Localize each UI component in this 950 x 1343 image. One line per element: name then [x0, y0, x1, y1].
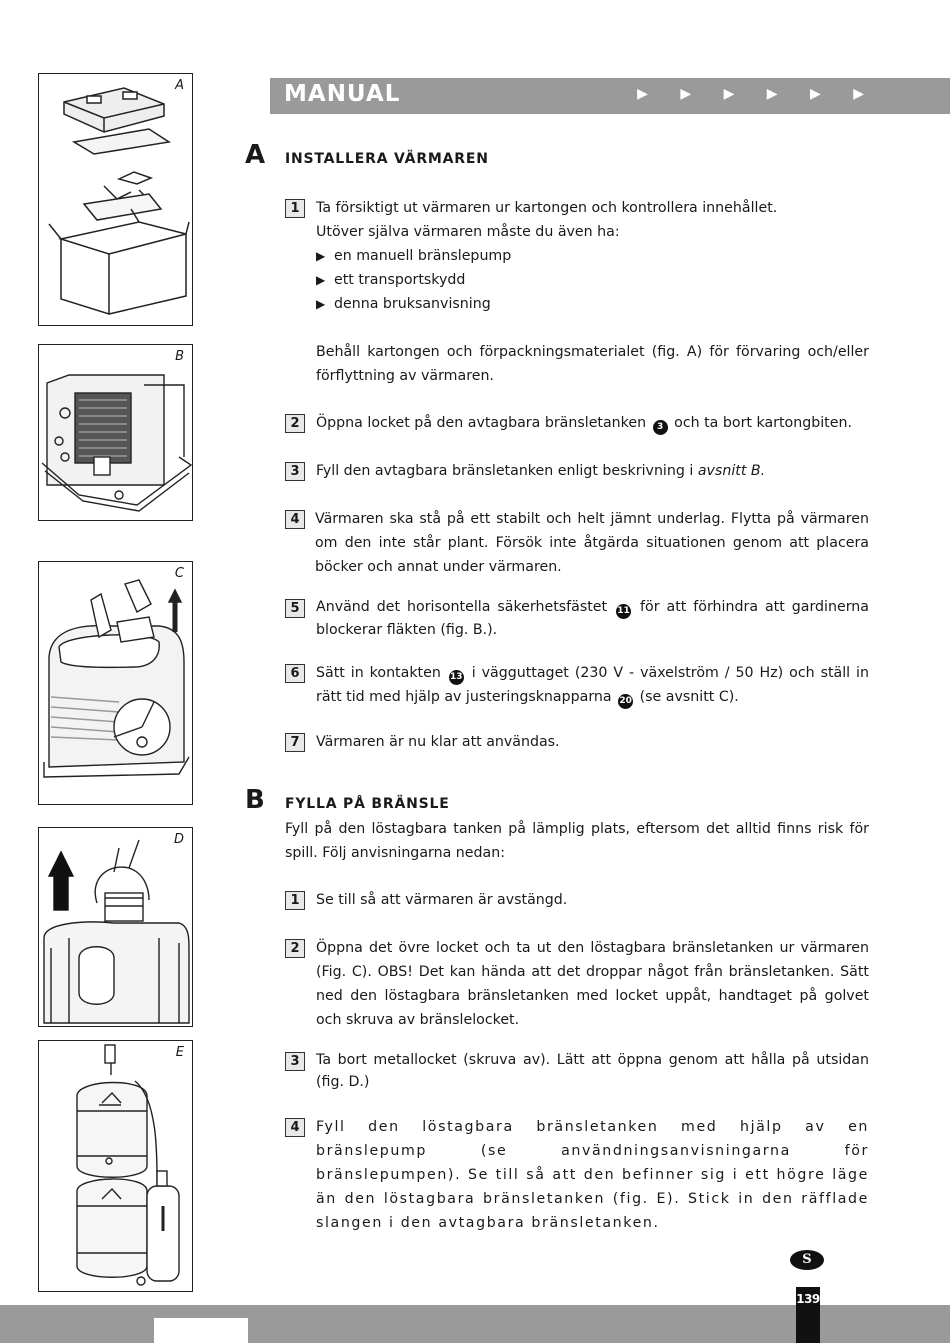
header-banner [270, 78, 950, 114]
figure-c [38, 561, 193, 805]
figure-a-label: A [175, 78, 184, 93]
step-a1-note: Behåll kartongen och förpackningsmaterialet (fig. A) för förvaring och/eller förflyttning av värmaren. [316, 344, 869, 384]
step-b4-body: Fyll den löstagbara bränsletanken med hjälp av en bränslepump (se användningsanvisningarna för bränslepumpen). Se till så att den befinner sig i ett högre läge än den löstagbara bränsletanken (fig. E). Stick in den räfflade slangen i den avtagbara bränsletanken. [316, 1119, 869, 1231]
bullet-transport [316, 268, 869, 292]
step-a3-number: 3 [285, 462, 305, 481]
section-a-letter: A [245, 140, 266, 170]
step-a6-text [316, 661, 869, 709]
language-badge: S [790, 1250, 824, 1270]
heater-tank-lift-illustration [39, 562, 194, 806]
step-b3-text: Ta bort metallocket (skruva av). Lätt att öppna genom att hålla på utsidan (fig. D.) [316, 1052, 869, 1090]
step-a5-text [316, 596, 869, 641]
tank-cap-removal-illustration [39, 828, 194, 1028]
ref-13-badge: 13 [449, 670, 464, 685]
step-b2-text: Öppna det övre locket och ta ut den löstagbara bränsletanken ur värmaren (Fig. C). OBS! Det kan hända att det droppar något från bränsletanken. Sätt ned den löstagbara bränsletanken med locket uppåt, handtaget på golvet och skruva av bränslelocket. [316, 940, 869, 1028]
step-a2-text [316, 411, 869, 435]
bullet-pump [316, 244, 869, 268]
step-b2-number: 2 [285, 939, 305, 958]
heater-back-illustration [39, 345, 194, 522]
bullet-arrow-icon: ▶ [316, 273, 326, 287]
ref-20-badge: 20 [618, 694, 633, 709]
step-b1-text: Se till så att värmaren är avstängd. [316, 892, 568, 908]
bullet-arrow-icon: ▶ [316, 297, 326, 311]
step-a3-part-1: Fyll den avtagbara bränsletanken enligt beskrivning i [316, 463, 694, 479]
figure-e-label: E [175, 1045, 184, 1060]
header-arrows-icon: ▶ ▶ ▶ ▶ ▶ ▶ [637, 86, 878, 102]
section-b-letter: B [245, 785, 265, 815]
step-b1-number: 1 [285, 891, 305, 910]
figure-c-label: C [174, 566, 184, 581]
heater-unboxing-illustration [39, 74, 194, 327]
figure-e [38, 1040, 193, 1292]
figure-d [38, 827, 193, 1027]
bullet-manual [316, 292, 869, 316]
step-b3-number: 3 [285, 1052, 305, 1071]
step-a2-part-1: Öppna locket på den avtagbara bränsletanken [316, 415, 647, 431]
figure-b [38, 344, 193, 521]
step-a5-part-1: Använd det horisontella säkerhetsfästet [316, 599, 608, 615]
step-a2-part-2: och ta bort kartongbiten. [674, 415, 852, 431]
step-a2-number: 2 [285, 414, 305, 433]
step-a6-part-2: i vägguttaget (230 V - växelström / 50 Hz) och ställ in rätt tid med hjälp av justeringsknapparna [316, 665, 869, 705]
footer-white-block [154, 1318, 248, 1343]
step-a1-text [316, 196, 869, 316]
page-number: 139 [796, 1287, 820, 1343]
step-a3-text [316, 459, 869, 483]
bullet-pump-text: en manuell bränslepump [334, 248, 512, 264]
figure-b-label: B [175, 349, 184, 364]
step-a7-text: Värmaren är nu klar att användas. [316, 734, 560, 750]
step-a7-number: 7 [285, 733, 305, 752]
section-b-title: FYLLA PÅ BRÄNSLE [285, 796, 450, 812]
step-a6-number: 6 [285, 664, 305, 683]
fuel-pump-illustration [39, 1041, 194, 1293]
step-a1-number: 1 [285, 199, 305, 218]
step-a5-part-2: för att förhindra att gardinerna blockerar fläkten (fig. B.). [316, 599, 869, 638]
figure-a [38, 73, 193, 326]
bullet-transport-text: ett transportskydd [334, 272, 466, 288]
section-b-intro: Fyll på den löstagbara tanken på lämplig plats, eftersom det alltid finns risk för spill. Följ anvisningarna nedan: [285, 821, 869, 861]
step-a6-part-3: (se avsnitt C). [639, 689, 739, 705]
page-title: MANUAL [284, 81, 401, 107]
step-a6-part-1: Sätt in kontakten [316, 665, 441, 681]
step-a5-number: 5 [285, 599, 305, 618]
ref-3-badge: 3 [653, 420, 668, 435]
section-a-title: INSTALLERA VÄRMAREN [285, 151, 489, 167]
bullet-manual-text: denna bruksanvisning [334, 296, 491, 312]
step-b4-number: 4 [285, 1118, 305, 1137]
ref-11-badge: 11 [616, 604, 631, 619]
step-a4-number: 4 [285, 510, 305, 529]
bullet-arrow-icon: ▶ [316, 249, 326, 263]
step-b4-text [316, 1115, 869, 1235]
step-a4-text: Värmaren ska stå på ett stabilt och helt jämnt underlag. Flytta på värmaren om den inte står plant. Försök inte åtgärda situationen genom att placera böcker och annat under värmaren. [315, 511, 869, 575]
figure-d-label: D [173, 832, 184, 847]
step-a1-line-2: Utöver själva värmaren måste du även ha: [316, 224, 620, 240]
step-a1-line-1: Ta försiktigt ut värmaren ur kartongen och kontrollera innehållet. [316, 200, 778, 216]
step-a3-link: avsnitt B. [697, 463, 766, 479]
